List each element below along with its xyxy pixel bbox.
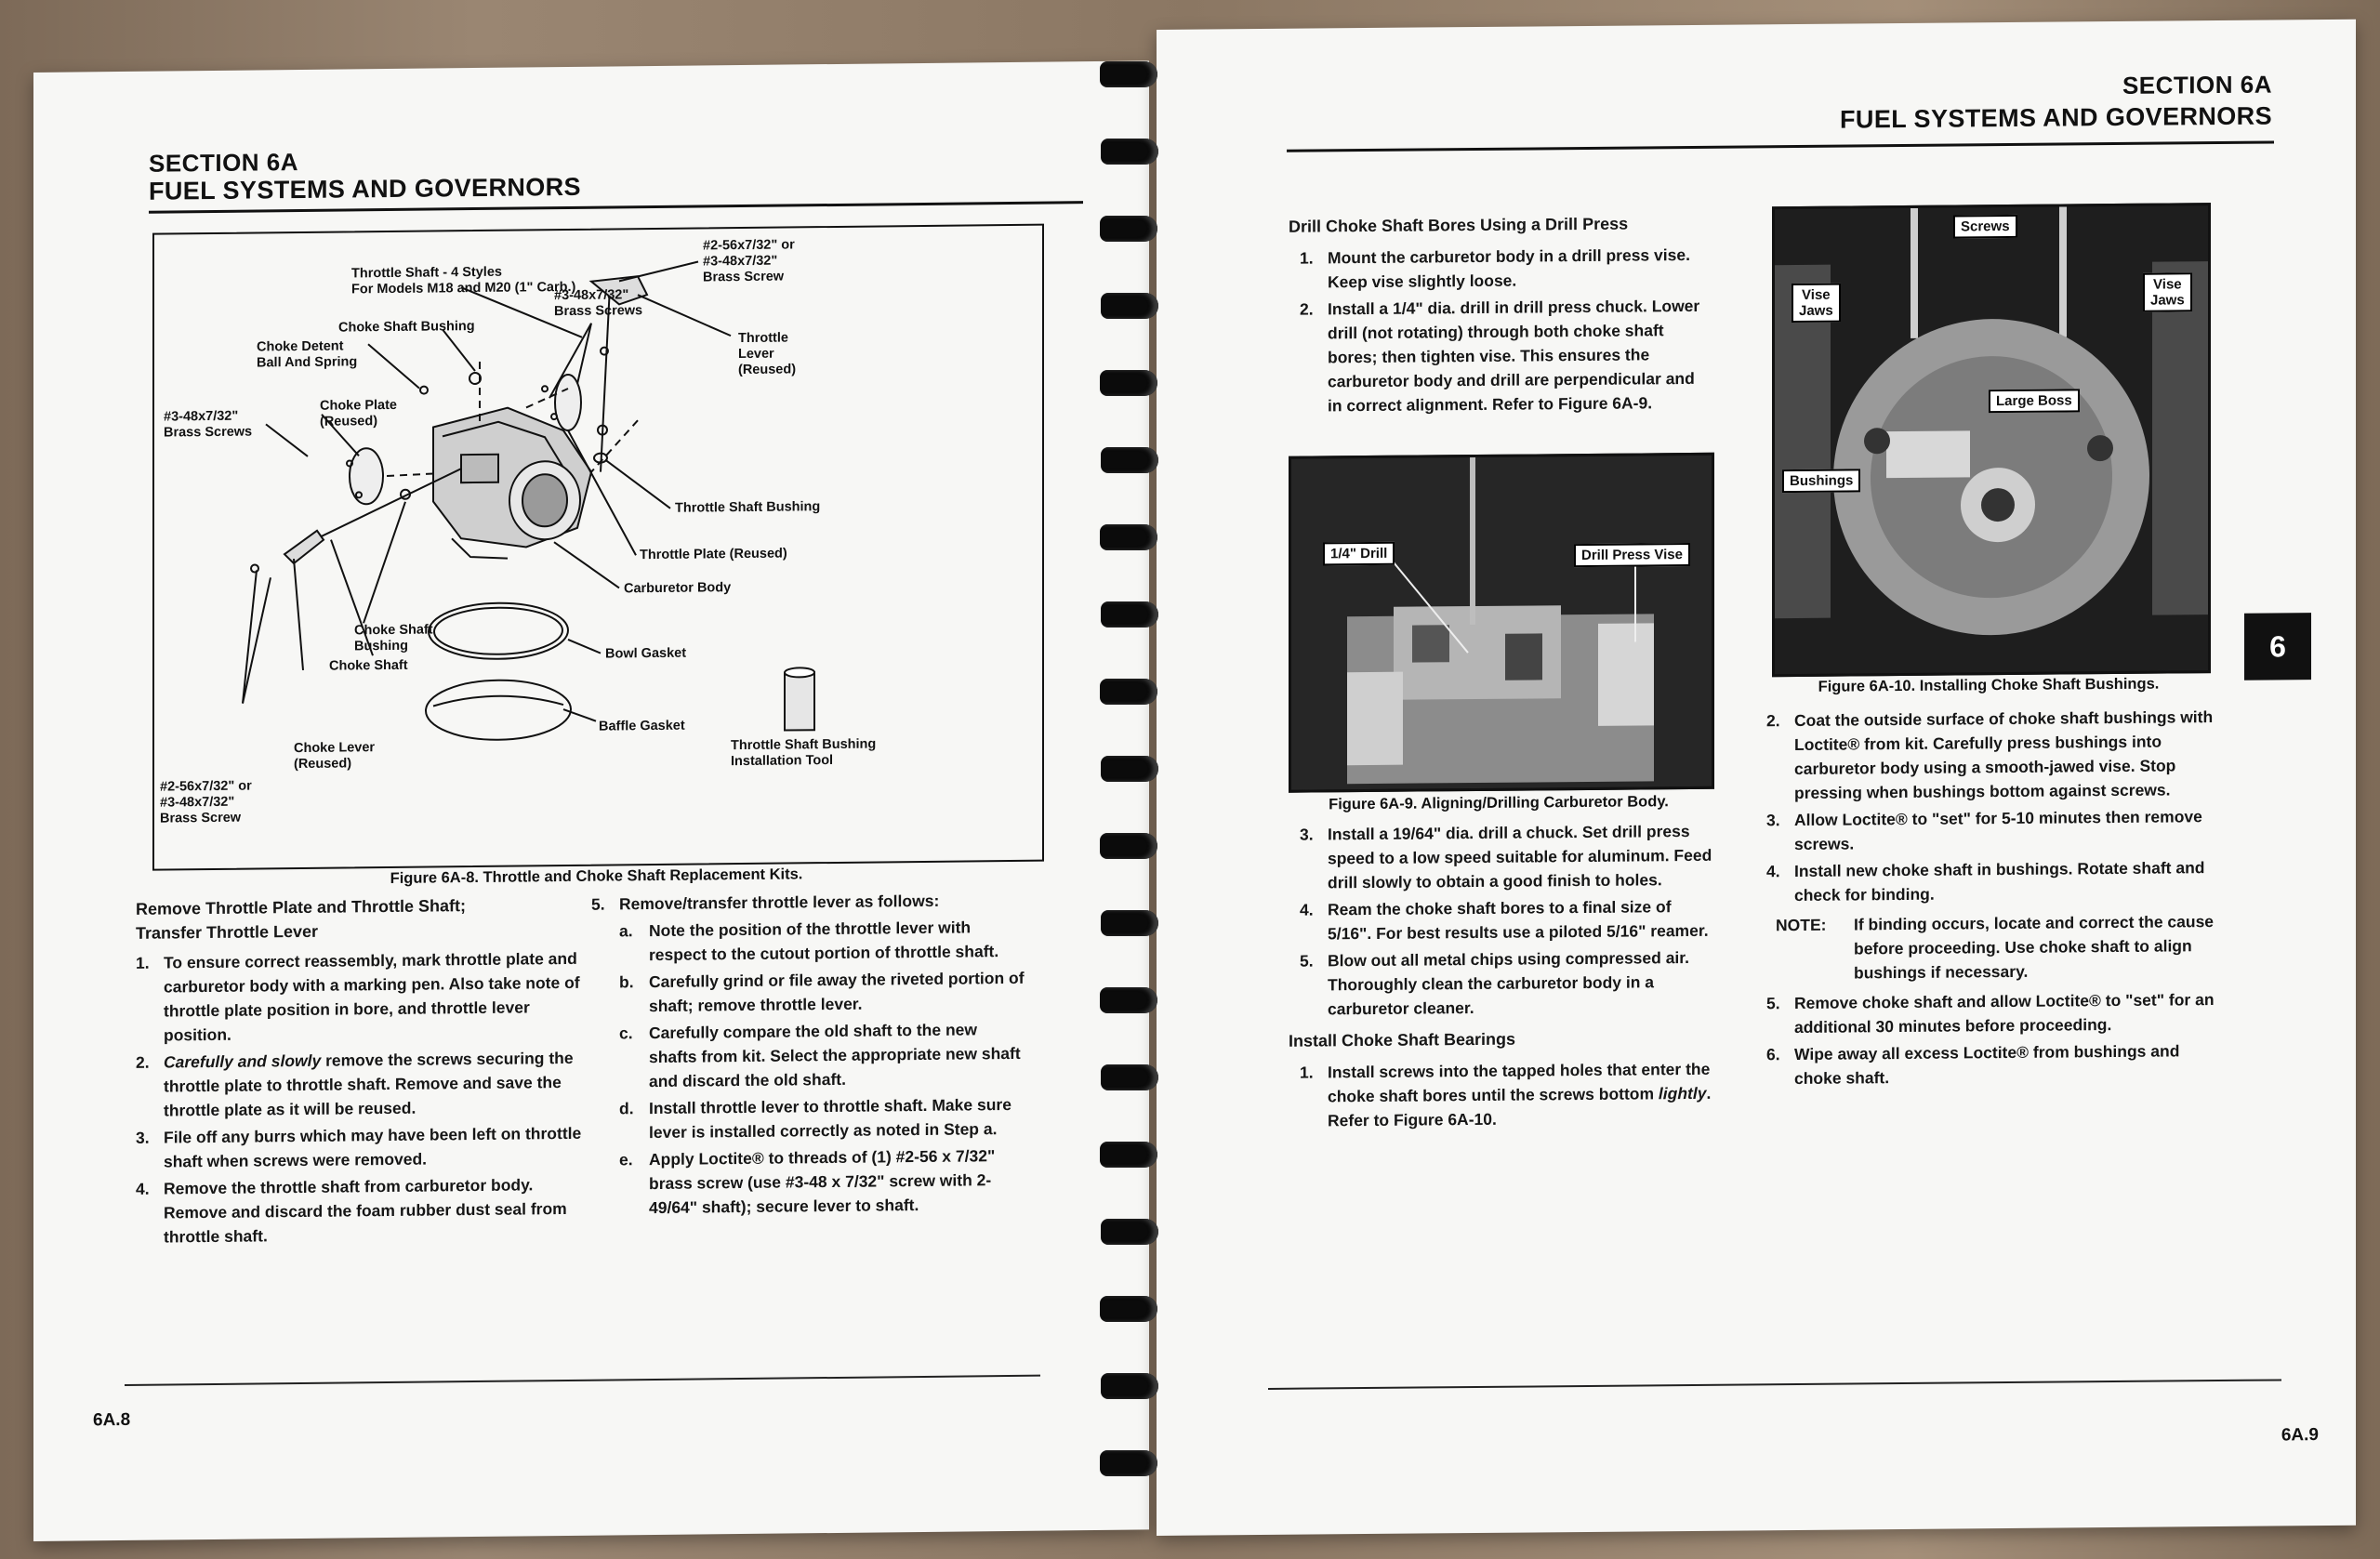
drill-section [1289, 211, 1707, 421]
step-5: 5. Remove/transfer throttle lever as follows: [591, 891, 940, 914]
drill-heading: Drill Choke Shaft Bores Using a Drill Press [1289, 214, 1629, 236]
note-text: If binding occurs, locate and correct the cause before proceeding. Use choke shaft to align bushings if necessary. [1854, 912, 2215, 983]
binding-ring [1101, 1219, 1158, 1245]
binding-ring [1100, 524, 1157, 550]
binding-ring [1101, 601, 1158, 628]
step-1: 1. To ensure correct reassembly, mark throttle plate and carburetor body with a marking pen. Also take note of throttle plate position in bore, and throttle lever position. [136, 948, 580, 1045]
binding-ring [1101, 910, 1158, 936]
binding-ring [1101, 139, 1158, 165]
binding-ring [1100, 1450, 1157, 1476]
drill-step-5: 5. Blow out all metal chips using compressed air. Thoroughly clean the carburetor body in a carburetor cleaner. [1300, 947, 1689, 1019]
section-title: FUEL SYSTEMS AND GOVERNORS [1840, 101, 2272, 134]
install-heading: Install Choke Shaft Bearings [1289, 1029, 1516, 1050]
label-throttle-plate: Throttle Plate (Reused) [640, 546, 787, 563]
figure-6a-10-photo [1772, 203, 2211, 677]
substep-a: a. Note the position of the throttle lever with respect to the cutout portion of throttle shaft. [619, 918, 999, 965]
binding-ring [1101, 293, 1158, 319]
install-step-3: 3. Allow Loctite® to "set" for 5-10 minutes then remove screws. [1766, 807, 2202, 854]
section-title: FUEL SYSTEMS AND GOVERNORS [149, 172, 581, 205]
exploded-carburetor-diagram [154, 226, 1042, 869]
label-drill-press-vise: Drill Press Vise [1574, 543, 1690, 567]
label-vise-jaws-right: Vise Jaws [2143, 272, 2192, 311]
label-choke-detent: Choke Detent Ball And Spring [257, 338, 358, 371]
left-column [136, 892, 601, 1252]
right-page [1157, 20, 2356, 1536]
binding-ring [1100, 679, 1157, 705]
label-throttle-lever: Throttle Lever (Reused) [738, 330, 797, 378]
section-number: SECTION 6A [149, 148, 299, 178]
binding-ring [1101, 447, 1158, 473]
label-bowl-gasket: Bowl Gasket [605, 645, 687, 662]
right-column [591, 888, 1028, 1223]
substep-d: d. Install throttle lever to throttle shaft. Make sure lever is installed correctly as noted in Step a. [619, 1094, 1012, 1143]
label-brass-screws-left: #3-48x7/32" Brass Screws [164, 408, 253, 441]
binding-ring [1100, 61, 1157, 87]
page-number-right: 6A.9 [2281, 1425, 2319, 1446]
binding-ring [1100, 833, 1157, 859]
figure-6a-9-caption: Figure 6A-9. Aligning/Drilling Carburetor Body. [1329, 793, 1669, 813]
install-step-6: 6. Wipe away all excess Loctite® from bushings and choke shaft. [1766, 1041, 2180, 1089]
binding-ring [1101, 756, 1158, 782]
substep-b: b. Carefully grind or file away the riveted portion of shaft; remove throttle lever. [619, 968, 1025, 1016]
label-choke-lever: Choke Lever (Reused) [294, 740, 376, 773]
label-choke-shaft: Choke Shaft [329, 657, 408, 674]
drill-step-2: 2. Install a 1/4" dia. drill in drill press chuck. Lower drill (not rotating) through both choke shaft bores; then tighten vise. This ensures the carburetor body and drill are perpendicular and in correct alignment. Refer to Figure 6A-9. [1300, 296, 1700, 416]
label-large-boss: Large Boss [1989, 389, 2080, 413]
section-tab[interactable]: 6 [2244, 613, 2311, 680]
label-choke-shaft-bushing-top: Choke Shaft Bushing [338, 319, 475, 336]
label-choke-plate: Choke Plate (Reused) [320, 397, 397, 429]
label-brass-screws-upper: #3-48x7/32" Brass Screws [554, 287, 643, 320]
install-steps-column [1766, 705, 2218, 1093]
page-number-left: 6A.8 [93, 1409, 131, 1431]
label-quarter-drill: 1/4" Drill [1323, 542, 1395, 566]
footer-rule [125, 1375, 1040, 1386]
label-top-brass-screw: #2-56x7/32" or #3-48x7/32" Brass Screw [703, 237, 795, 285]
section-number: SECTION 6A [2122, 70, 2272, 99]
figure-6a-8-caption: Figure 6A-8. Throttle and Choke Shaft Replacement Kits. [390, 865, 803, 887]
substep-c: c. Carefully compare the old shaft to the new shafts from kit. Select the appropriate new shaft and discard the old shaft. [619, 1020, 1021, 1091]
label-choke-shaft-bushing-low: Choke Shaft Bushing [354, 622, 433, 654]
binding-ring [1100, 987, 1157, 1013]
drill-step-3: 3. Install a 19/64" dia. drill a chuck. Set drill press speed to a low speed suitable for aluminum. Feed drill slowly to obtain a good finish to holes. [1300, 821, 1712, 892]
label-bushings: Bushings [1782, 469, 1860, 493]
install-step-5: 5. Remove choke shaft and allow Loctite® to "set" for an additional 30 minutes before proceeding. [1766, 990, 2215, 1037]
figure-6a-9-photo [1289, 453, 1714, 793]
binding-ring [1100, 216, 1157, 242]
binding-ring [1101, 1373, 1158, 1399]
step-4: 4. Remove the throttle shaft from carburetor body. Remove and discard the foam rubber dust seal from throttle shaft. [136, 1175, 567, 1247]
binding-ring [1100, 1142, 1157, 1168]
label-carburetor-body: Carburetor Body [624, 580, 732, 597]
note-block [1766, 909, 2218, 985]
footer-rule [1268, 1379, 2281, 1390]
substeps [591, 915, 1028, 1221]
drill-step-1: 1. Mount the carburetor body in a drill press vise. Keep vise slightly loose. [1300, 244, 1690, 292]
binding-ring [1101, 1064, 1158, 1090]
left-page [33, 60, 1149, 1541]
label-install-tool: Throttle Shaft Bushing Installation Tool [731, 736, 877, 770]
header-rule [1287, 141, 2274, 152]
label-throttle-shaft-styles: Throttle Shaft - 4 Styles For Models M18 and M20 (1" Carb.) [351, 264, 576, 297]
step-3: 3. File off any burrs which may have been left on throttle shaft when screws were removed. [136, 1123, 582, 1171]
install-step-4: 4. Install new choke shaft in bushings. Rotate shaft and check for binding. [1766, 858, 2205, 905]
label-throttle-shaft-bushing: Throttle Shaft Bushing [675, 499, 821, 516]
substep-e: e. Apply Loctite® to threads of (1) #2-56 x 7/32" brass screw (use #3-48 x 7/32" screw with 2-49/64" shaft); secure lever to shaft. [619, 1146, 996, 1218]
note-label: NOTE: [1776, 915, 1827, 935]
figure-6a-10-caption: Figure 6A-10. Installing Choke Shaft Bushings. [1818, 675, 2160, 695]
remove-throttle-heading: Remove Throttle Plate and Throttle Shaft; Transfer Throttle Lever [136, 896, 467, 943]
drill-steps-continued [1289, 819, 1716, 1136]
figure-6a-8 [152, 224, 1044, 871]
binding-ring [1100, 1296, 1157, 1322]
step-2: 2. Carefully and slowly remove the screws securing the throttle plate to throttle shaft. Remove and save the throttle plate as it will be reused. [136, 1048, 574, 1120]
install-step-1: 1. Install screws into the tapped holes that enter the choke shaft bores until the screws bottom lightly. Refer to Figure 6A-10. [1300, 1059, 1712, 1130]
label-baffle-gasket: Baffle Gasket [599, 718, 685, 734]
label-bottom-brass-screw: #2-56x7/32" or #3-48x7/32" Brass Screw [160, 778, 252, 826]
drill-step-4: 4. Ream the choke shaft bores to a final size of 5/16". For best results use a piloted 5/16" reamer. [1300, 897, 1709, 944]
binding-ring [1100, 370, 1157, 396]
label-vise-jaws-left: Vise Jaws [1792, 284, 1841, 323]
label-screws: Screws [1953, 215, 2017, 239]
install-step-2: 2. Coat the outside surface of choke shaft bushings with Loctite® from kit. Carefully press bushings into carburetor body using a smooth-jawed vise. Stop pressing when bushings bottom against screws. [1766, 707, 2214, 803]
